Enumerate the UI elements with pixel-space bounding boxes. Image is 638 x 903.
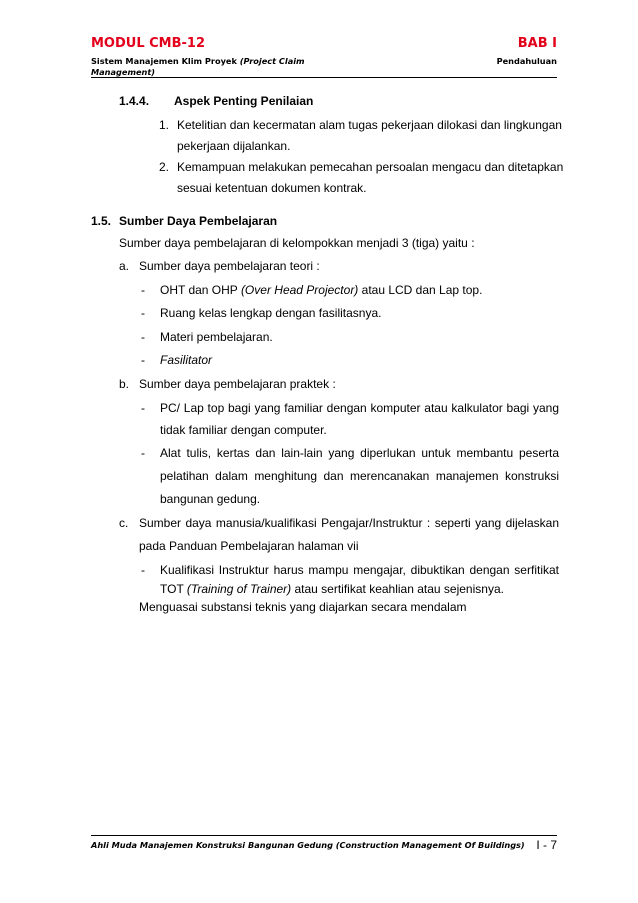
bullet-text: tidak familiar dengan computer. bbox=[160, 423, 327, 437]
paragraph: Sumber daya pembelajaran di kelompokkan menjadi 3 (tiga) yaitu : bbox=[119, 236, 475, 250]
header-divider bbox=[91, 77, 557, 78]
list-item-text: Kemampuan melakukan pemecahan persoalan mengacu dan ditetapkan bbox=[177, 160, 564, 174]
bullet-dash: - bbox=[141, 446, 145, 460]
bullet-dash: - bbox=[141, 401, 145, 415]
bullet-text: bangunan gedung. bbox=[160, 492, 261, 506]
module-subtitle bbox=[91, 56, 331, 78]
subtitle-italic: (Project Claim bbox=[239, 56, 305, 66]
module-title: MODUL CMB-12 bbox=[91, 36, 206, 51]
bullet-dash: - bbox=[141, 330, 145, 344]
bullet-text: PC/ Lap top bagi yang familiar dengan komputer atau kalkulator bagi yang bbox=[160, 401, 559, 415]
list-letter: b. bbox=[119, 377, 130, 391]
list-number: 2. bbox=[159, 160, 170, 174]
bullet-dash: - bbox=[141, 563, 145, 577]
list-item-text: Ketelitian dan kecermatan alam tugas pekerjaan dilokasi dan lingkungan bbox=[177, 118, 562, 132]
list-letter: c. bbox=[119, 516, 129, 530]
list-item-text: sesuai ketentuan dokumen kontrak. bbox=[177, 181, 367, 195]
section-number: 1.5. bbox=[91, 214, 112, 228]
bullet-dash: - bbox=[141, 283, 145, 297]
bullet-text: OHT dan OHP (Over Head Projector) atau LCD dan Lap top. bbox=[160, 283, 483, 297]
bullet-text: Materi pembelajaran. bbox=[160, 330, 273, 344]
section-number: 1.4.4. bbox=[119, 94, 150, 108]
subtitle-prefix: Sistem Manajemen Klim Proyek bbox=[91, 56, 240, 66]
page-number: I - 7 bbox=[536, 838, 557, 852]
list-item-text: Sumber daya manusia/kualifikasi Pengajar/Instruktur : seperti yang dijelaskan bbox=[139, 516, 559, 530]
bullet-dash: - bbox=[141, 306, 145, 320]
subtitle-line2: Management) bbox=[91, 67, 156, 77]
list-item-text: Sumber daya pembelajaran teori : bbox=[139, 259, 320, 273]
section-heading: Aspek Penting Penilaian bbox=[174, 94, 314, 108]
chapter-label: BAB I bbox=[517, 36, 557, 51]
list-item-text: pekerjaan dijalankan. bbox=[177, 139, 291, 153]
paragraph: Menguasai substansi teknis yang diajarkan secara mendalam bbox=[139, 600, 467, 614]
bullet-text: pelatihan dalam menghitung dan merencanakan manajemen konstruksi bbox=[160, 469, 559, 483]
list-item-text: Sumber daya pembelajaran praktek : bbox=[139, 377, 336, 391]
footer-text: Ahli Muda Manajemen Konstruksi Bangunan Gedung (Construction Management Of Buildings) bbox=[91, 840, 525, 850]
bullet-text: Fasilitator bbox=[160, 353, 213, 367]
bullet-text: Ruang kelas lengkap dengan fasilitasnya. bbox=[160, 306, 382, 320]
bullet-text: Alat tulis, kertas dan lain-lain yang diperlukan untuk membantu peserta bbox=[160, 446, 559, 460]
bullet-text: TOT (Training of Trainer) atau sertifikat keahlian atau sejenisnya. bbox=[160, 582, 504, 596]
list-number: 1. bbox=[159, 118, 170, 132]
bullet-text: Kualifikasi Instruktur harus mampu mengajar, dibuktikan dengan serfitikat bbox=[160, 563, 559, 577]
section-heading: Sumber Daya Pembelajaran bbox=[119, 214, 278, 228]
section-label: Pendahuluan bbox=[496, 56, 557, 66]
list-letter: a. bbox=[119, 259, 130, 273]
bullet-dash: - bbox=[141, 353, 145, 367]
footer-divider bbox=[91, 835, 557, 836]
list-item-text: pada Panduan Pembelajaran halaman vii bbox=[139, 539, 359, 553]
